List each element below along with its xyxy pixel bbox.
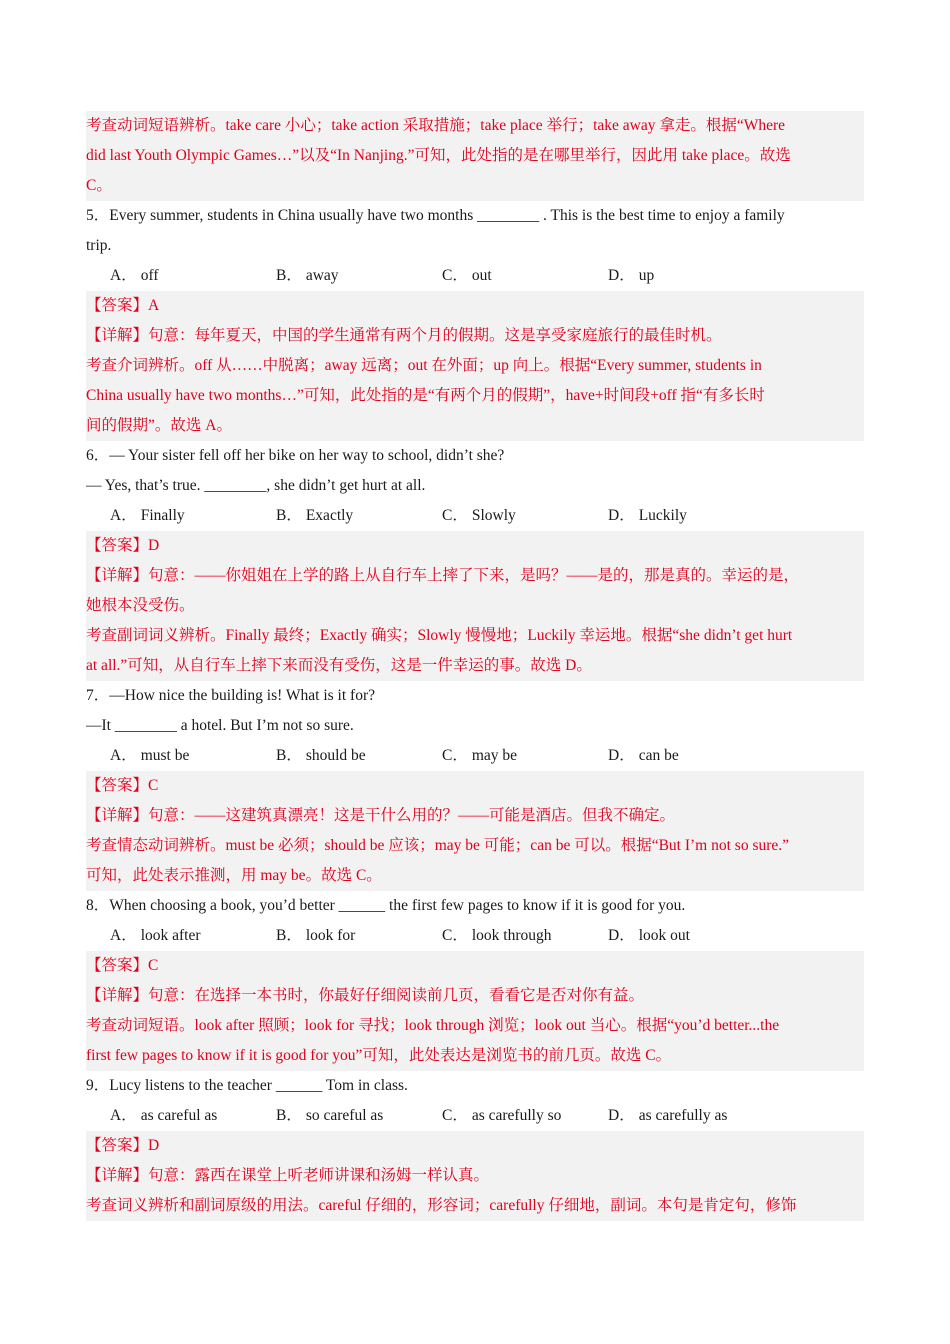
option-a: A． Finally	[110, 507, 185, 524]
q5-answer-box	[86, 291, 864, 441]
question-stem: —It ________ a hotel. But I’m not so sure.	[86, 717, 354, 734]
detail-line: 【详解】句意：——你姐姐在上学的路上从自行车上摔了下来，是吗？——是的，那是真的。幸运的是，	[86, 567, 800, 584]
question-stem: 9．Lucy listens to the teacher ______ Tom in class.	[86, 1077, 408, 1094]
option-a: A． off	[110, 267, 159, 284]
answer-line: 【答案】C	[86, 777, 159, 794]
detail-line: 她根本没受伤。	[86, 597, 195, 614]
option-d: D． as carefully as	[608, 1107, 728, 1124]
detail-line: 【详解】句意：——这建筑真漂亮！这是干什么用的？——可能是酒店。但我不确定。	[86, 807, 676, 824]
q4-analysis-box	[86, 111, 864, 201]
question-stem: trip.	[86, 237, 112, 254]
option-c: C． out	[442, 267, 492, 284]
analysis-line: did last Youth Olympic Games…”以及“In Nanjing.”可知，此处指的是在哪里举行，因此用 take place。故选	[86, 147, 791, 164]
analysis-line: 考查动词短语辨析。take care 小心；take action 采取措施；take place 举行；take away 拿走。根据“Where	[86, 117, 786, 134]
answer-line: 【答案】C	[86, 957, 159, 974]
options-row	[86, 741, 864, 771]
q8-answer-box	[86, 951, 864, 1071]
option-b: B． so careful as	[276, 1107, 384, 1124]
option-d: D． up	[608, 267, 655, 284]
option-b: B． should be	[276, 747, 366, 764]
options-row	[86, 921, 864, 951]
question-9	[86, 1071, 864, 1221]
detail-line: 考查副词词义辨析。Finally 最终；Exactly 确实；Slowly 慢慢地；Luckily 幸运地。根据“she didn’t get hurt	[86, 627, 793, 644]
answer-line: 【答案】D	[86, 537, 160, 554]
question-7	[86, 681, 864, 891]
q7-answer-box	[86, 771, 864, 891]
detail-line: China usually have two months…”可知，此处指的是“有两个月的假期”，have+时间段+off 指“有多长时	[86, 387, 765, 404]
option-d: D． look out	[608, 927, 690, 944]
analysis-line: C。	[86, 177, 112, 194]
options-row	[86, 261, 864, 291]
q9-answer-box	[86, 1131, 864, 1221]
question-stem: 5．Every summer, students in China usually have two months ________ . This is the best time to enjoy a family	[86, 207, 785, 224]
question-stem: — Yes, that’s true. ________, she didn’t get hurt at all.	[86, 477, 426, 494]
option-c: C． Slowly	[442, 507, 516, 524]
question-5	[86, 201, 864, 441]
answer-line: 【答案】A	[86, 297, 160, 314]
answer-line: 【答案】D	[86, 1137, 160, 1154]
detail-line: 【详解】句意：在选择一本书时，你最好仔细阅读前几页，看看它是否对你有益。	[86, 987, 645, 1004]
option-a: A． look after	[110, 927, 201, 944]
option-a: A． must be	[110, 747, 190, 764]
detail-line: 【详解】句意：每年夏天，中国的学生通常有两个月的假期。这是享受家庭旅行的最佳时机。	[86, 327, 722, 344]
detail-line: 考查介词辨析。off 从……中脱离；away 远离；out 在外面；up 向上。根据“Every summer, students in	[86, 357, 762, 374]
question-stem: 7．—How nice the building is! What is it for?	[86, 687, 375, 704]
option-d: D． can be	[608, 747, 679, 764]
question-stem: 8．When choosing a book, you’d better ______ the first few pages to know if it is good for you.	[86, 897, 686, 914]
option-c: C． as carefully so	[442, 1107, 562, 1124]
detail-line: 间的假期”。故选 A。	[86, 417, 232, 434]
option-a: A． as careful as	[110, 1107, 218, 1124]
options-row	[86, 1101, 864, 1131]
detail-line: 可知，此处表示推测，用 may be。故选 C。	[86, 867, 382, 884]
option-c: C． may be	[442, 747, 518, 764]
detail-line: 考查词义辨析和副词原级的用法。careful 仔细的，形容词；carefully 仔细地，副词。本句是肯定句，修饰	[86, 1197, 797, 1214]
option-d: D． Luckily	[608, 507, 687, 524]
document-page	[86, 111, 864, 1221]
detail-line: at all.”可知，从自行车上摔下来而没有受伤，这是一件幸运的事。故选 D。	[86, 657, 592, 674]
option-b: B． Exactly	[276, 507, 354, 524]
question-stem: 6．— Your sister fell off her bike on her way to school, didn’t she?	[86, 447, 505, 464]
q6-answer-box	[86, 531, 864, 681]
option-c: C． look through	[442, 927, 552, 944]
detail-line: first few pages to know if it is good for you”可知，此处表达是浏览书的前几页。故选 C。	[86, 1047, 672, 1064]
options-row	[86, 501, 864, 531]
option-b: B． away	[276, 267, 339, 284]
detail-line: 考查动词短语。look after 照顾；look for 寻找；look through 浏览；look out 当心。根据“you’d better...the	[86, 1017, 780, 1034]
detail-line: 考查情态动词辨析。must be 必须；should be 应该；may be 可能；can be 可以。根据“But I’m not so sure.”	[86, 837, 790, 854]
detail-line: 【详解】句意：露西在课堂上听老师讲课和汤姆一样认真。	[86, 1167, 490, 1184]
question-6	[86, 441, 864, 681]
option-b: B． look for	[276, 927, 356, 944]
question-8	[86, 891, 864, 1071]
